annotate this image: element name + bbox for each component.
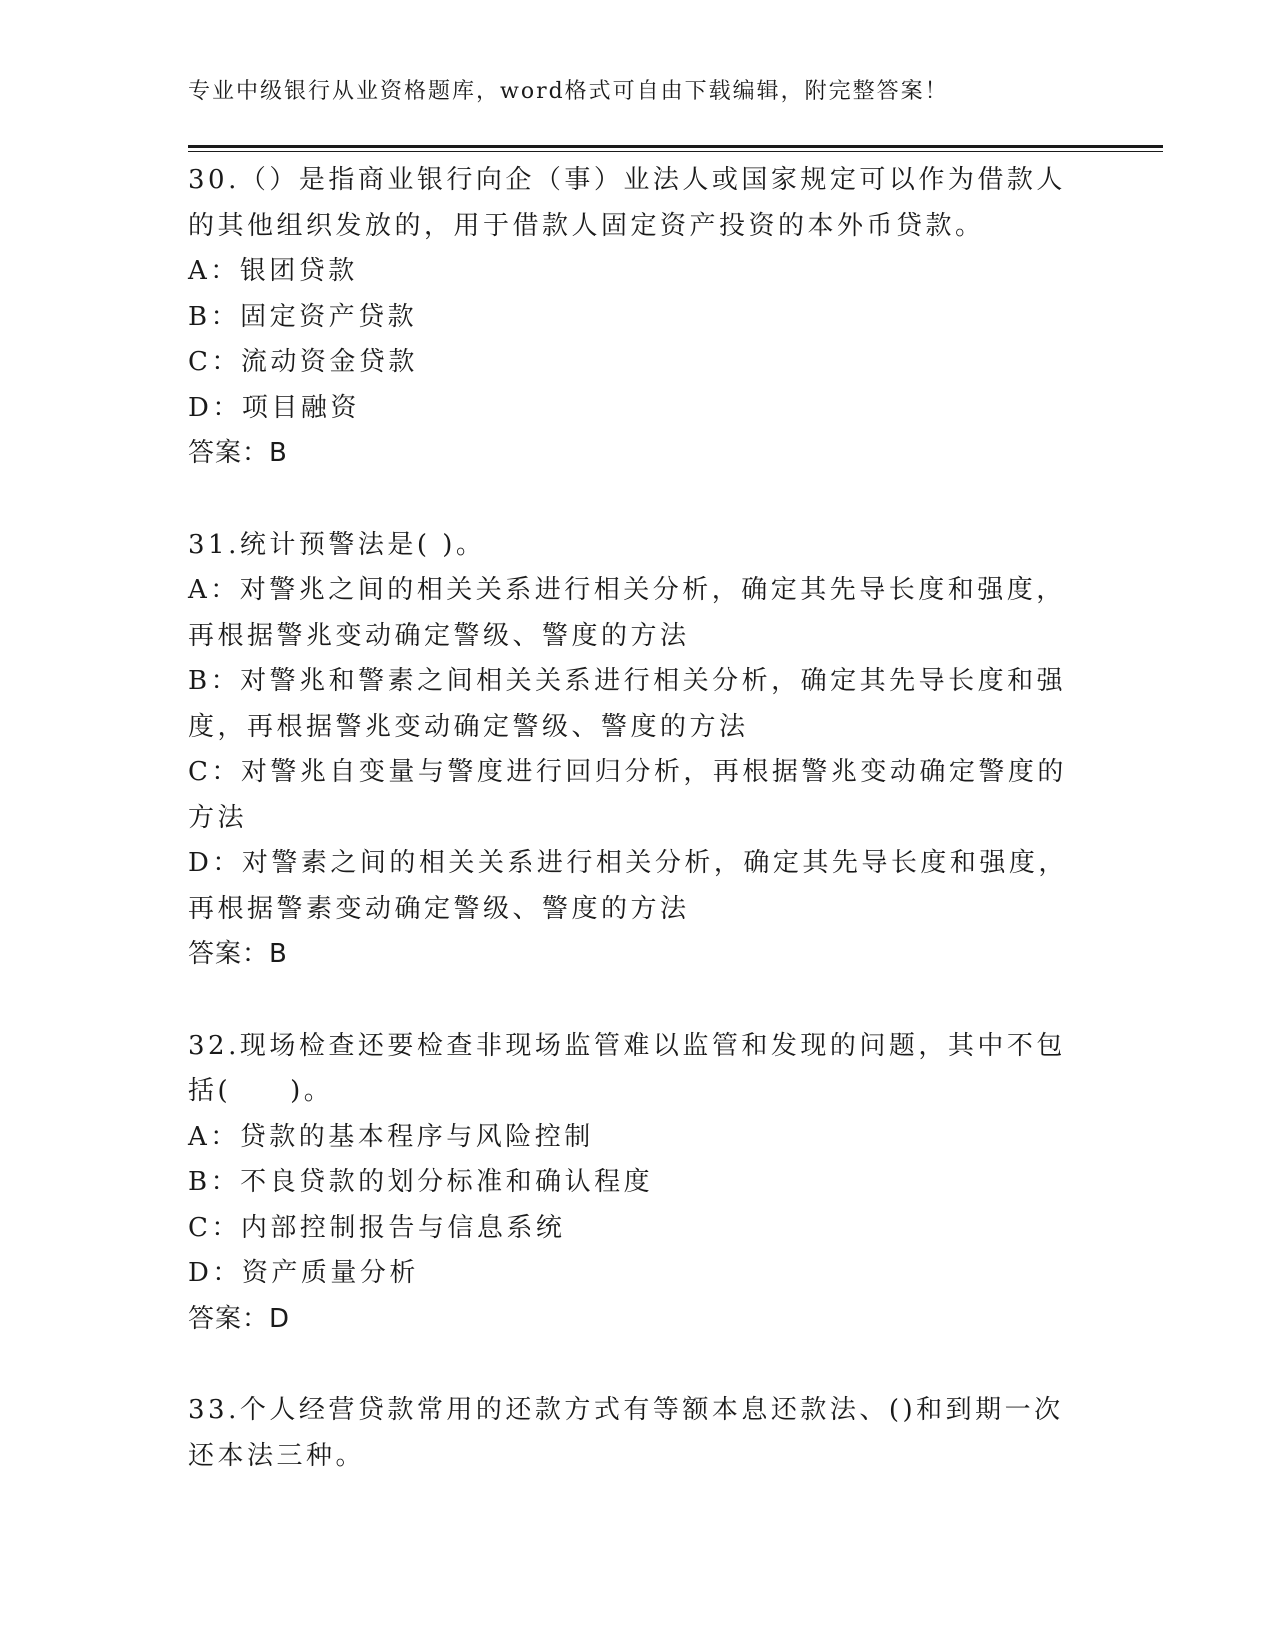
option-c: C：内部控制报告与信息系统 (188, 1212, 566, 1243)
option-d: D：对警素之间的相关关系进行相关分析，确定其先导长度和强度，再根据警素变动确定警级、警度的方法 (188, 848, 1068, 924)
option-d: D：资产质量分析 (188, 1258, 419, 1288)
question-30 (188, 158, 1088, 477)
question-list (188, 158, 1088, 1525)
option-b: B：固定资产贷款 (188, 301, 418, 332)
option-c: C：对警兆自变量与警度进行回归分析，再根据警兆变动确定警度的方法 (188, 757, 1067, 833)
question-33 (188, 1388, 1088, 1479)
answer: 答案：B (188, 939, 288, 969)
question-32 (188, 1024, 1088, 1343)
page-header: 专业中级银行从业资格题库，word格式可自由下载编辑，附完整答案！ (188, 79, 949, 104)
option-a: A：贷款的基本程序与风险控制 (188, 1121, 594, 1152)
question-stem: 30.（）是指商业银行向企（事）业法人或国家规定可以作为借款人的其他组织发放的，用于借款人固定资产投资的本外币贷款。 (188, 165, 1066, 241)
option-a: A：对警兆之间的相关关系进行相关分析，确定其先导长度和强度，再根据警兆变动确定警级、警度的方法 (188, 575, 1066, 651)
option-c: C：流动资金贷款 (188, 347, 418, 377)
header-rule-thin (188, 151, 1163, 152)
question-stem: 31.统计预警法是( )。 (188, 529, 486, 560)
header-rule-thick (188, 145, 1163, 148)
question-stem: 33.个人经营贷款常用的还款方式有等额本息还款法、()和到期一次还本法三种。 (188, 1395, 1064, 1471)
question-stem: 32.现场检查还要检查非现场监管难以监管和发现的问题，其中不包括( )。 (188, 1030, 1066, 1106)
question-31 (188, 523, 1088, 978)
option-a: A：银团贷款 (188, 256, 358, 286)
option-b: B：不良贷款的划分标准和确认程度 (188, 1167, 654, 1197)
answer: 答案：B (188, 438, 288, 468)
option-b: B：对警兆和警素之间相关关系进行相关分析，确定其先导长度和强度，再根据警兆变动确定警级、警度的方法 (188, 666, 1067, 742)
answer: 答案：D (188, 1303, 291, 1334)
option-d: D：项目融资 (188, 392, 360, 423)
